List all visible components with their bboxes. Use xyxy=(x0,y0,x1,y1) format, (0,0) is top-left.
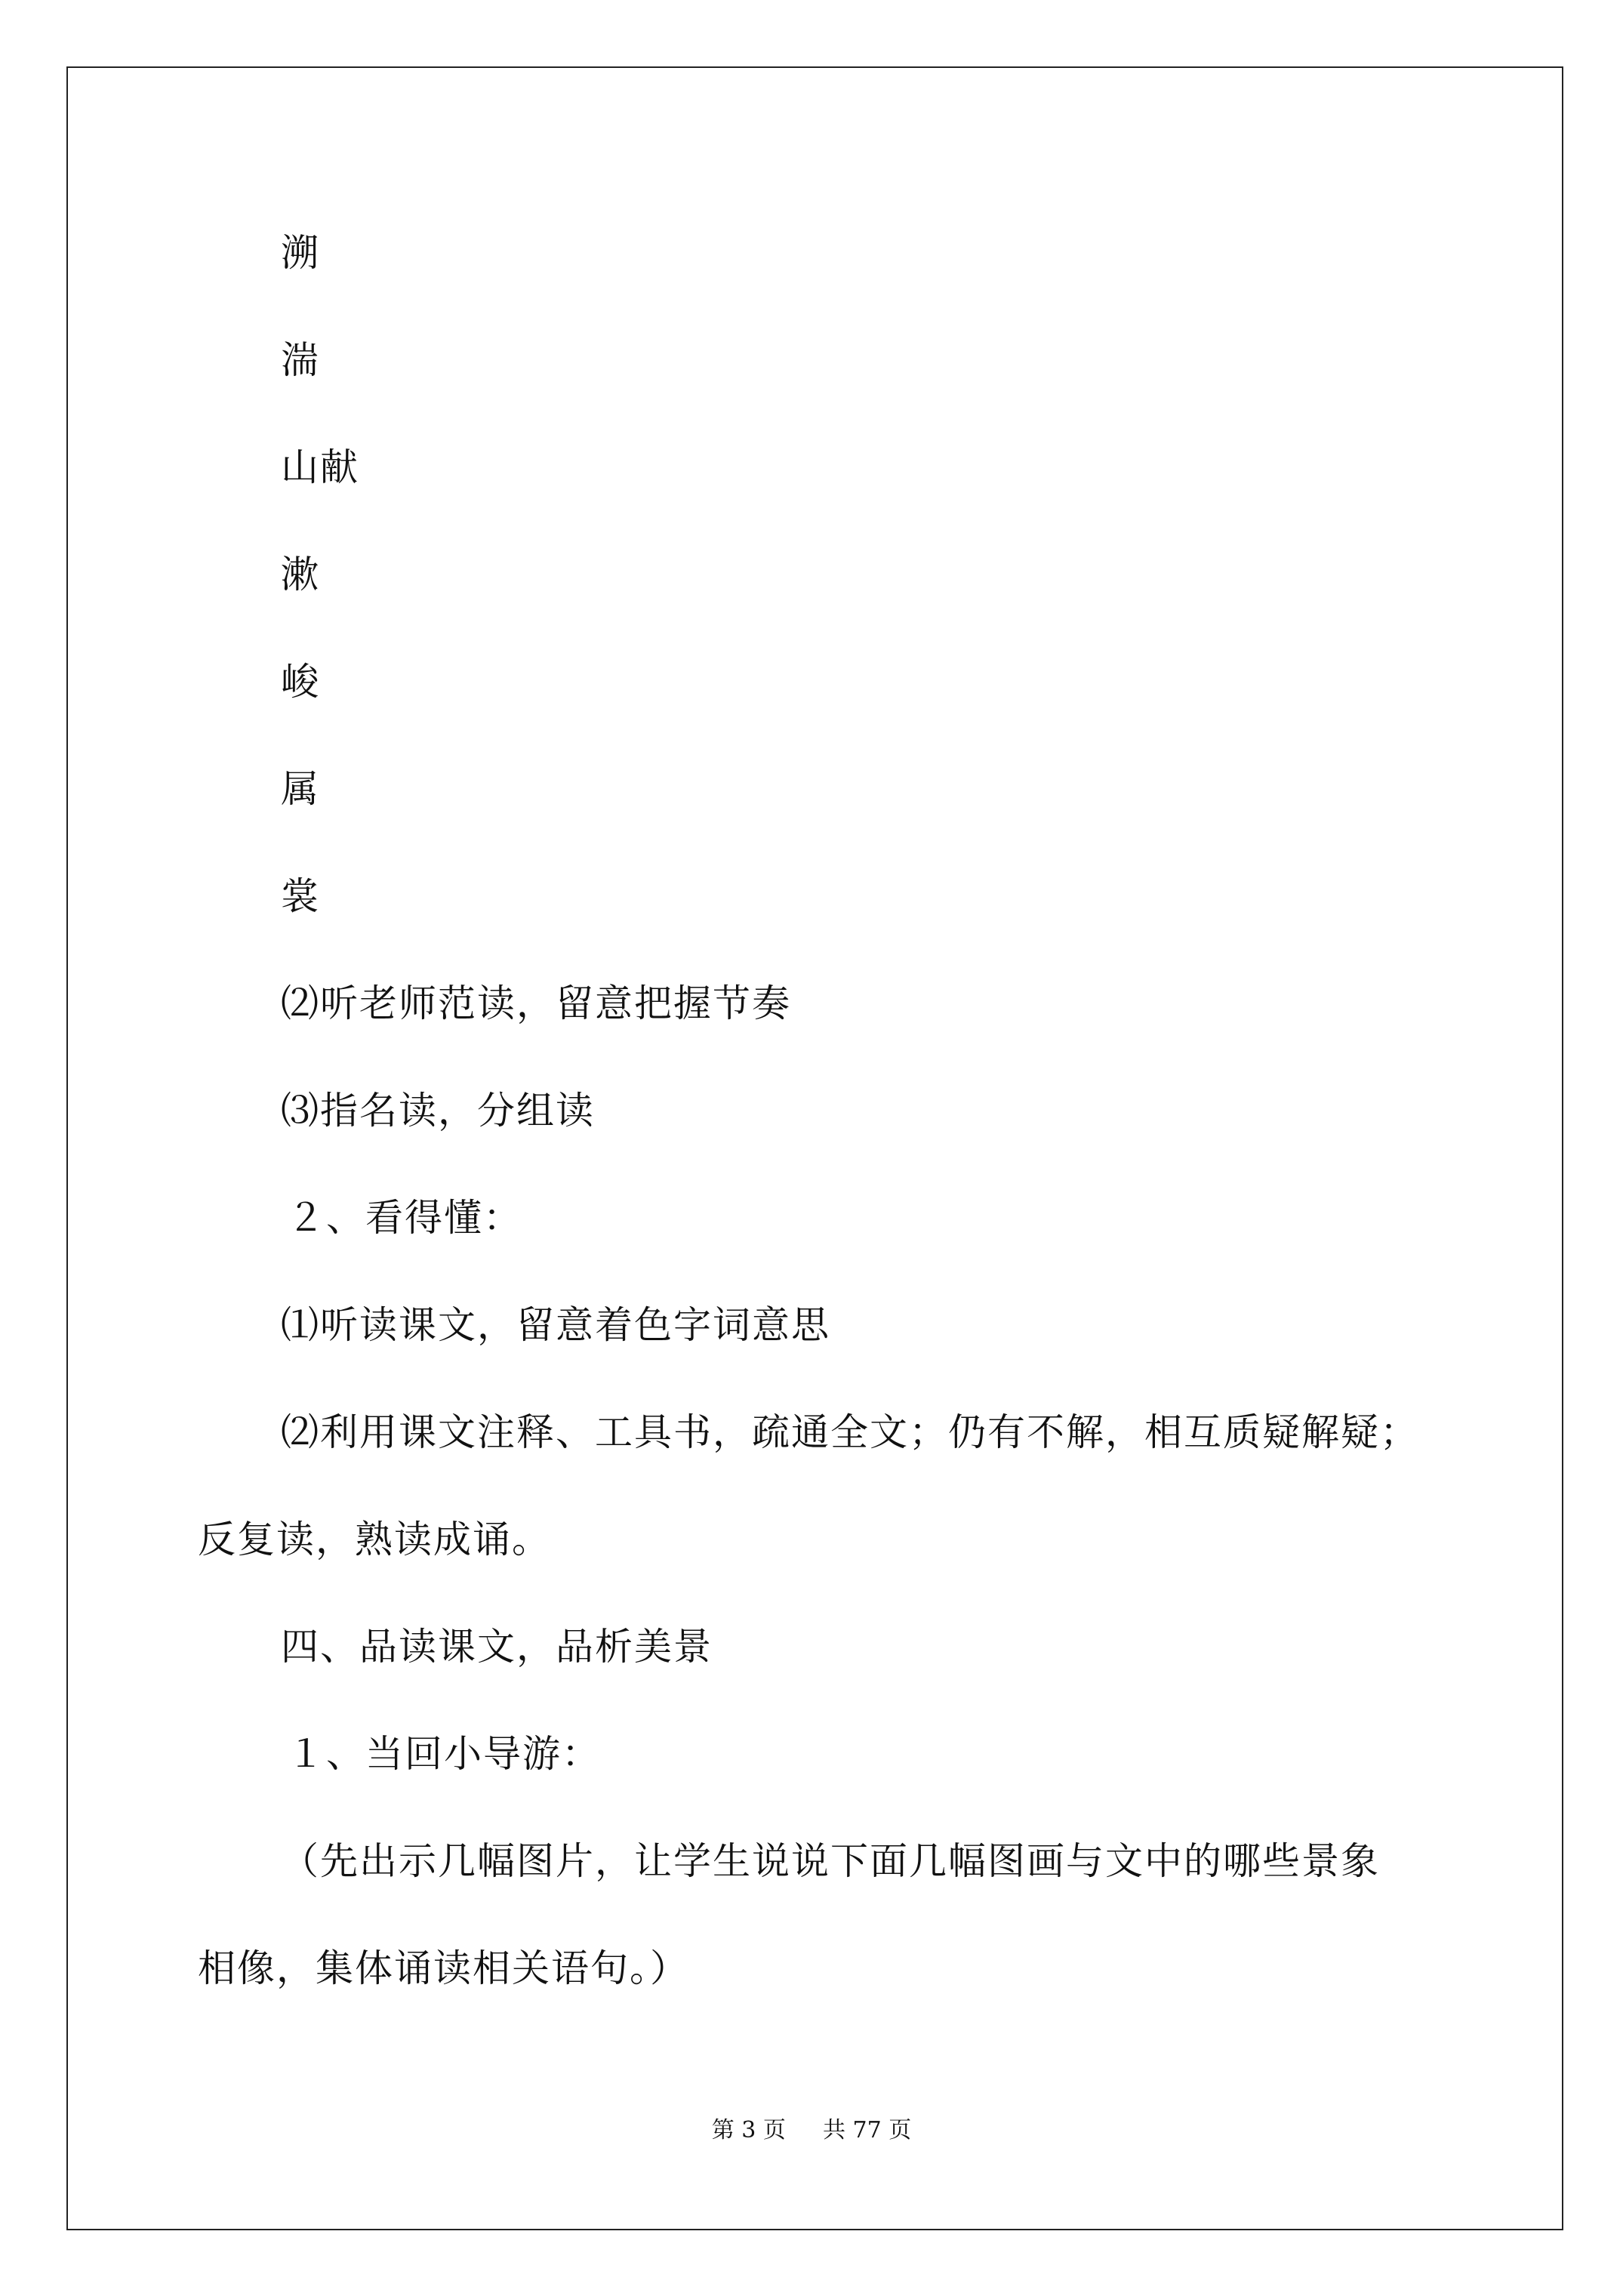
paragraph-named-reading: ⑶指名读，分组读 xyxy=(281,1089,595,1133)
section-heading-understand: ２、看得懂： xyxy=(287,1196,522,1240)
section-heading-appreciate: 四、品读课文，品析美景 xyxy=(281,1625,713,1669)
page-total: 共 77 页 xyxy=(823,2117,912,2143)
vocab-word-5: 峻 xyxy=(281,660,320,704)
paragraph-show-pictures-cont: 相像，集体诵读相关语句。） xyxy=(198,1946,689,1990)
page-number: 第 3 页 xyxy=(711,2117,786,2143)
vocab-word-4: 漱 xyxy=(281,553,320,596)
vocab-word-1: 溯 xyxy=(281,231,320,275)
paragraph-listen-text: ⑴听读课文，留意着色字词意思 xyxy=(281,1303,830,1347)
vocab-word-6: 属 xyxy=(281,767,320,811)
section-heading-tour-guide: １、当回小导游： xyxy=(287,1732,601,1776)
paragraph-use-notes: ⑵利用课文注释、工具书，疏通全文；仍有不解，相互质疑解疑； xyxy=(281,1410,1419,1454)
paragraph-use-notes-cont: 反复读，熟读成诵。 xyxy=(198,1518,551,1561)
page-footer xyxy=(0,2116,1623,2146)
paragraph-show-pictures: （先出示几幅图片，让学生说说下面几幅图画与文中的哪些景象 xyxy=(281,1839,1380,1883)
vocab-word-3: 山献 xyxy=(281,445,359,489)
page-border xyxy=(66,66,1563,2230)
paragraph-listen-teacher: ⑵听老师范读，留意把握节奏 xyxy=(281,982,791,1025)
vocab-word-2: 湍 xyxy=(281,338,320,382)
vocab-word-7: 裳 xyxy=(281,874,320,918)
